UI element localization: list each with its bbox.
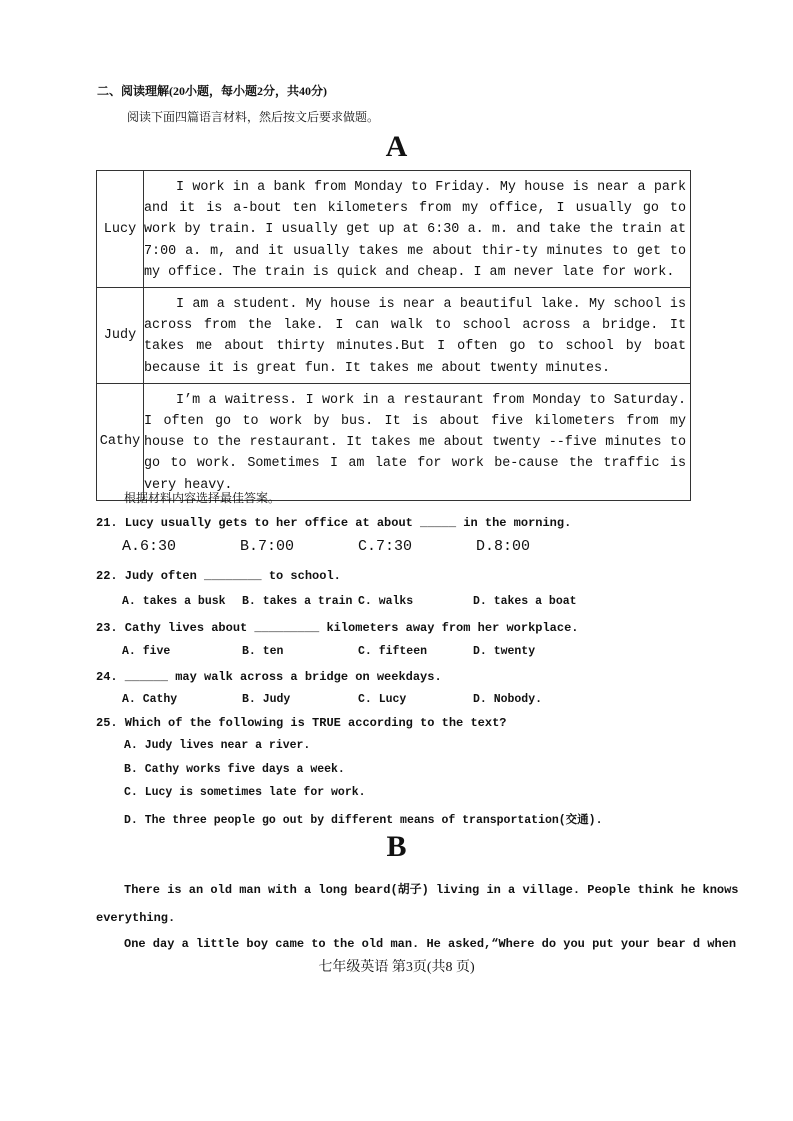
question-25-option-b: B. Cathy works five days a week. [124, 763, 345, 776]
question-24-stem: 24. ______ may walk across a bridge on weekdays. [96, 670, 442, 684]
question-22-option-d: D. takes a boat [473, 595, 577, 608]
question-23-option-d: D. twenty [473, 645, 536, 658]
question-22-option-a: A. takes a busk [122, 595, 226, 608]
question-24-option-d: D. Nobody. [473, 693, 543, 706]
speaker-name: Judy [97, 288, 144, 384]
question-21-option-c: C.7:30 [358, 538, 413, 555]
question-22-stem: 22. Judy often ________ to school. [96, 569, 341, 583]
question-25-option-c: C. Lucy is sometimes late for work. [124, 786, 366, 799]
speaker-text: I am a student. My house is near a beautiful lake. My school is across from the lake. I can walk to school across a bridge. It takes me about thirty minutes.But I often go to school by boat because it is great fun. It takes me about twenty minutes. [144, 288, 691, 384]
speaker-name: Cathy [97, 383, 144, 500]
table-row [97, 171, 691, 288]
question-23-stem: 23. Cathy lives about _________ kilometers away from her workplace. [96, 621, 579, 635]
speaker-name: Lucy [97, 171, 144, 288]
section-instruction: 阅读下面四篇语言材料，然后按文后要求做题。 [127, 110, 380, 124]
table-row [97, 383, 691, 500]
question-23-option-b: B. ten [242, 645, 284, 658]
question-23-option-a: A. five [122, 645, 171, 658]
table-row [97, 288, 691, 384]
speaker-text: I work in a bank from Monday to Friday. My house is near a park and it is a-bout ten kilometers from my office, I usually go to work by train. I usually get up at 6:30 a. m. and take the train at 7:00 a. m, and it usually takes me about thir-ty minutes to get to my office. The train is quick and cheap. I am never late for work. [144, 171, 691, 288]
passage-b-p2-line1: One day a little boy came to the old man. He asked,“Where do you put your bear d when [124, 937, 737, 951]
question-21-option-d: D.8:00 [476, 538, 531, 555]
question-21-option-b: B.7:00 [240, 538, 295, 555]
passage-b-p1-line2: everything. [96, 911, 176, 925]
passage-a-task: 根据材料内容选择最佳答案。 [124, 491, 281, 505]
passage-b-p1-line1: There is an old man with a long beard(胡子) living in a village. People think he knows [124, 883, 739, 897]
passage-a-title: A [385, 130, 408, 163]
question-25-option-a: A. Judy lives near a river. [124, 739, 311, 752]
question-25-option-d: D. The three people go out by different means of transportation(交通). [124, 814, 603, 827]
question-25-stem: 25. Which of the following is TRUE according to the text? [96, 716, 507, 730]
question-22-option-b: B. takes a train [242, 595, 353, 608]
question-23-option-c: C. fifteen [358, 645, 428, 658]
speaker-text: I’m a waitress. I work in a restaurant from Monday to Saturday. I often go to work by bus. It is about five kilometers from my house to the restaurant. It takes me about twenty --five minutes to go to work. Sometimes I am late for work be-cause the traffic is very heavy. [144, 383, 691, 500]
question-21-stem: 21. Lucy usually gets to her office at about _____ in the morning. [96, 516, 572, 530]
question-22-option-c: C. walks [358, 595, 414, 608]
question-24-option-c: C. Lucy [358, 693, 407, 706]
passage-b-title: B [386, 830, 407, 863]
question-21-option-a: A.6:30 [122, 538, 177, 555]
passage-a-table [96, 170, 691, 501]
question-24-option-a: A. Cathy [122, 693, 178, 706]
section-heading: 二、阅读理解(20小题，每小题2分，共40分) [97, 84, 327, 98]
page-footer: 七年级英语 第3页(共8 页) [318, 960, 475, 975]
question-24-option-b: B. Judy [242, 693, 291, 706]
